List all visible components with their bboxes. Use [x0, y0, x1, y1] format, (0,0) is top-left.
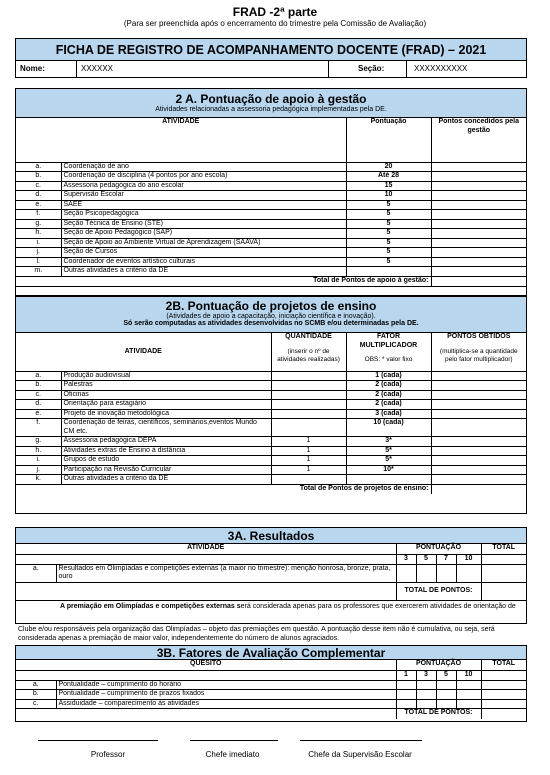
row-points: 5: [346, 219, 431, 229]
row-activity: Produção audiovisual: [61, 371, 271, 381]
row-activity: Coordenação de disciplina (4 pontos por ano escola): [61, 172, 346, 182]
score-cell[interactable]: [436, 690, 456, 700]
row-activity: Seção de Cursos: [61, 248, 346, 258]
col-obtained-header: PONTOS OBTIDOS: [447, 333, 511, 340]
total-2a-value[interactable]: [431, 276, 526, 286]
table-row: [16, 162, 526, 172]
table-row: [16, 680, 526, 690]
table-row: [16, 419, 526, 437]
row-factor: 5*: [346, 456, 431, 466]
row-letter: c.: [16, 699, 56, 709]
table-row: [16, 690, 526, 700]
row-points: 5: [346, 238, 431, 248]
score-cell[interactable]: [456, 680, 481, 690]
row-activity: Assessoria pedagógica DEPA: [61, 437, 271, 447]
row-activity: Outras atividades a critério da DE: [61, 267, 346, 277]
score-cell[interactable]: [396, 690, 416, 700]
total-cell[interactable]: [481, 699, 526, 709]
row-points: 5: [346, 248, 431, 258]
row-letter: e.: [16, 200, 61, 210]
table-row: [16, 699, 526, 709]
row-granted-input[interactable]: [431, 172, 526, 182]
row-granted-input[interactable]: [431, 257, 526, 267]
row-granted-input[interactable]: [431, 200, 526, 210]
row-activity: Outras atividades a critério da DE: [61, 475, 271, 485]
section-2b: [15, 296, 527, 514]
score-cell[interactable]: [456, 699, 481, 709]
col-total-header: TOTAL: [481, 544, 526, 554]
row-granted-input[interactable]: [431, 248, 526, 258]
section-2b-subtitle2: Só serão computadas as atividades desenvolvidas no SCMB e/ou determinadas pela DE.: [123, 320, 419, 327]
section-label: Seção:: [358, 64, 385, 73]
row-activity: Orientação para estagiário: [61, 400, 271, 410]
row-points: 5: [346, 200, 431, 210]
row-letter: a.: [16, 680, 56, 690]
row-letter: j.: [16, 248, 61, 258]
row-letter: g.: [16, 219, 61, 229]
scale-3: 3: [396, 554, 416, 564]
row-letter: i.: [16, 238, 61, 248]
row-letter: d.: [16, 400, 61, 410]
row-qty[interactable]: 1: [271, 456, 346, 466]
signature-professor-label: Professor: [90, 750, 126, 759]
table-row: [16, 219, 526, 229]
signature-line-chief[interactable]: [190, 740, 278, 741]
score-cell[interactable]: [396, 564, 416, 582]
section-2b-subtitle1: (Atividades de apoio a capacitação, iniciação científica e inovação).: [166, 313, 376, 320]
row-granted-input[interactable]: [431, 229, 526, 239]
name-value[interactable]: XXXXXX: [81, 64, 114, 73]
row-obtained-input[interactable]: [431, 419, 526, 437]
row-obtained-input[interactable]: [431, 437, 526, 447]
row-activity: SAEE: [61, 200, 346, 210]
row-factor: 10 (cada): [346, 419, 431, 437]
section-2a: [15, 88, 527, 296]
col-qty-header: QUANTIDADE: [285, 333, 332, 340]
row-qty[interactable]: [271, 409, 346, 419]
row-points: 15: [346, 181, 431, 191]
row-letter: d.: [16, 191, 61, 201]
row-obtained-input[interactable]: [431, 371, 526, 381]
document-subtitle: (Para ser preenchida após o encerramento do trimestre pela Comissão de Avaliação): [123, 19, 427, 28]
scale-3: 3: [416, 670, 436, 680]
row-obtained-input[interactable]: [431, 400, 526, 410]
total-cell[interactable]: [481, 564, 526, 582]
table-row: [16, 465, 526, 475]
table-row: [16, 210, 526, 220]
row-granted-input[interactable]: [431, 219, 526, 229]
row-activity: Palestras: [61, 381, 271, 391]
form-header: [15, 38, 527, 78]
total-3a-value[interactable]: [481, 582, 526, 600]
row-letter: a.: [16, 371, 61, 381]
row-activity: Participação na Revisão Curricular: [61, 465, 271, 475]
row-letter: j.: [16, 465, 61, 475]
row-factor: 2 (cada): [346, 400, 431, 410]
row-qty[interactable]: 1: [271, 465, 346, 475]
score-cell[interactable]: [396, 680, 416, 690]
row-activity: Seção Psicopedagógica: [61, 210, 346, 220]
col-activity-header: ATIVIDADE: [16, 544, 396, 554]
row-points: Até 28: [346, 172, 431, 182]
scale-5: 5: [416, 554, 436, 564]
table-row: [16, 229, 526, 239]
row-letter: c.: [16, 181, 61, 191]
row-obtained-input[interactable]: [431, 456, 526, 466]
row-qty[interactable]: 1: [271, 437, 346, 447]
row-letter: h.: [16, 229, 61, 239]
row-letter: g.: [16, 437, 61, 447]
score-cell[interactable]: [436, 680, 456, 690]
row-activity: Coordenador de eventos artístico culturais: [61, 257, 346, 267]
table-3b: [16, 660, 526, 719]
row-letter: m.: [16, 267, 61, 277]
note-3a-2: Clube e/ou responsáveis pela organização das Olimpíadas – objeto das premiações em questão. A pontuação desse item não é cumulativa, ou seja, será considerada apenas a premiação de maior valor, independentemente do número de alunos agraciados.: [18, 626, 495, 642]
row-letter: b.: [16, 172, 61, 182]
row-factor: 3 (cada): [346, 409, 431, 419]
score-cell[interactable]: [416, 690, 436, 700]
section-2b-title: 2B. Pontuação de projetos de ensino: [165, 299, 377, 313]
row-activity: Oficinas: [61, 390, 271, 400]
signature-line-professor[interactable]: [38, 740, 158, 741]
row-activity: Assessoria pedagógica do ano escolar: [61, 181, 346, 191]
row-obtained-input[interactable]: [431, 465, 526, 475]
col-factor-header: FATOR MULTIPLICADOR: [359, 333, 418, 349]
row-factor: 2 (cada): [346, 390, 431, 400]
row-granted-input[interactable]: [431, 210, 526, 220]
table-row: [16, 390, 526, 400]
row-qty[interactable]: [271, 419, 346, 437]
score-cell[interactable]: [456, 564, 481, 582]
section-3a-title: 3A. Resultados: [16, 528, 526, 544]
row-qty[interactable]: [271, 390, 346, 400]
row-points: 5: [346, 210, 431, 220]
row-letter: c.: [16, 390, 61, 400]
scale-5: 5: [436, 670, 456, 680]
row-text: Assiduidade – comparecimento às atividades: [56, 699, 396, 709]
row-letter: k.: [16, 475, 61, 485]
col-factor-note: OBS: * valor fixo: [364, 356, 413, 363]
row-obtained-input[interactable]: [431, 475, 526, 485]
section-2a-subtitle: Atividades relacionadas a assessoria pedagógica implementadas pela DE.: [155, 106, 387, 113]
row-activity: Supervisão Escolar: [61, 191, 346, 201]
score-cell[interactable]: [416, 699, 436, 709]
table-row: [16, 200, 526, 210]
score-cell[interactable]: [416, 680, 436, 690]
signature-supervision-label: Chefe da Supervisão Escolar: [308, 750, 412, 759]
col-activity-header: ATIVIDADE: [16, 118, 346, 162]
table-row: [16, 400, 526, 410]
document-title: FRAD -2ª parte: [232, 5, 318, 19]
row-letter: f.: [16, 210, 61, 220]
table-row: [16, 475, 526, 485]
col-obtained-note: (multiplica-se a quantidade pelo fator multiplicador): [439, 347, 518, 363]
score-cell[interactable]: [396, 699, 416, 709]
table-row: [16, 191, 526, 201]
row-letter: b.: [16, 690, 56, 700]
section-value[interactable]: XXXXXXXXXX: [414, 64, 468, 73]
scale-7: 7: [436, 554, 456, 564]
row-factor: 1 (cada): [346, 371, 431, 381]
table-row: [16, 446, 526, 456]
scale-1: 1: [396, 670, 416, 680]
table-row: [16, 181, 526, 191]
table-row: [16, 248, 526, 258]
section-2a-title: 2 A. Pontuação de apoio à gestão: [175, 92, 367, 106]
note-3a-rest: erá considerada apenas para os professores que exercerem atividades de orientação de: [240, 603, 516, 610]
row-points: 5: [346, 229, 431, 239]
section-3a: [15, 527, 527, 624]
col-total-header: TOTAL: [481, 660, 526, 670]
row-activity: Coordenação de ano: [61, 162, 346, 172]
row-obtained-input[interactable]: [431, 390, 526, 400]
row-activity: Coordenação de feiras, científicos, seminários,eventos Mundo CM etc.: [61, 419, 271, 437]
table-row: [16, 257, 526, 267]
table-row: [16, 409, 526, 419]
row-activity: Projeto de inovação metodológica: [61, 409, 271, 419]
col-granted-header: Pontos concedidos pela gestão: [431, 118, 526, 162]
row-obtained-input[interactable]: [431, 446, 526, 456]
table-2a: [16, 118, 526, 287]
row-letter: a.: [16, 162, 61, 172]
row-activity: Seção Técnica de Ensino (STE): [61, 219, 346, 229]
table-row: [16, 172, 526, 182]
row-granted-input[interactable]: [431, 267, 526, 277]
row-factor: 2 (cada): [346, 381, 431, 391]
table-row: [16, 381, 526, 391]
row-points: [346, 267, 431, 277]
table-row: [16, 371, 526, 381]
score-cell[interactable]: [436, 564, 456, 582]
row-qty[interactable]: [271, 371, 346, 381]
signature-line-supervision[interactable]: [300, 740, 422, 741]
col-activity-header: ATIVIDADE: [16, 333, 271, 371]
row-text: Resultados em Olimpíadas e competições externas (a maior no trimestre): menção honrosa, bronze, prata, ouro: [56, 564, 396, 582]
col-item-header: QUESITO: [16, 660, 396, 670]
score-cell[interactable]: [416, 564, 436, 582]
section-3b-title: 3B. Fatores de Avaliação Complementar: [16, 646, 526, 660]
row-granted-input[interactable]: [431, 238, 526, 248]
row-qty[interactable]: [271, 381, 346, 391]
row-granted-input[interactable]: [431, 162, 526, 172]
row-qty[interactable]: 1: [271, 446, 346, 456]
row-letter: l.: [16, 257, 61, 267]
row-factor: 10*: [346, 465, 431, 475]
row-letter: f.: [16, 419, 61, 437]
row-letter: h.: [16, 446, 61, 456]
table-2b: [16, 333, 526, 494]
note-3a: [16, 600, 526, 612]
row-points: 5: [346, 257, 431, 267]
form-title: FICHA DE REGISTRO DE ACOMPANHAMENTO DOCENTE (FRAD) – 2021: [16, 39, 526, 61]
row-letter: b.: [16, 381, 61, 391]
col-qty-note: (inserir o nº de atividades realizadas): [277, 347, 340, 363]
total-cell[interactable]: [481, 690, 526, 700]
row-letter: i.: [16, 456, 61, 466]
score-cell[interactable]: [456, 690, 481, 700]
table-row: [16, 238, 526, 248]
row-factor: 3*: [346, 437, 431, 447]
total-3b-label: TOTAL DE PONTOS:: [396, 709, 481, 719]
section-3b: [15, 645, 527, 722]
total-2b-label: Total de Pontos de projetos de ensino:: [16, 484, 431, 494]
row-points: 20: [346, 162, 431, 172]
total-2a-label: Total de Pontos de apoio à gestão:: [16, 276, 431, 286]
col-points-header: PONTUAÇÃO: [396, 544, 481, 554]
row-letter: a.: [16, 564, 56, 582]
row-activity: Seção de Apoio Pedagógico (SAP): [61, 229, 346, 239]
table-row: [16, 267, 526, 277]
row-obtained-input[interactable]: [431, 381, 526, 391]
col-points-header: Pontuação: [346, 118, 431, 162]
row-granted-input[interactable]: [431, 181, 526, 191]
col-points-header: PONTUAÇÃO: [396, 660, 481, 670]
total-cell[interactable]: [481, 680, 526, 690]
row-factor: [346, 475, 431, 485]
table-row: [16, 456, 526, 466]
row-factor: 5*: [346, 446, 431, 456]
name-label: Nome:: [20, 64, 45, 73]
scale-10: 10: [456, 670, 481, 680]
signature-chief-label: Chefe imediato: [205, 750, 260, 759]
total-3b-value[interactable]: [481, 709, 526, 719]
table-row: [16, 437, 526, 447]
row-text: Pontualidade – cumprimento de prazos fixados: [56, 690, 396, 700]
row-obtained-input[interactable]: [431, 409, 526, 419]
row-qty[interactable]: [271, 400, 346, 410]
score-cell[interactable]: [436, 699, 456, 709]
row-activity: Atividades extras de Ensino à distância: [61, 446, 271, 456]
row-letter: e.: [16, 409, 61, 419]
table-3a: [16, 544, 526, 600]
row-points: 10: [346, 191, 431, 201]
total-3a-label: TOTAL DE PONTOS:: [396, 582, 481, 600]
row-granted-input[interactable]: [431, 191, 526, 201]
total-2b-value[interactable]: [431, 484, 526, 494]
scale-10: 10: [456, 554, 481, 564]
row-text: Pontualidade – cumprimento do horário: [56, 680, 396, 690]
row-activity: Grupos de estudo: [61, 456, 271, 466]
row-activity: Seção de Apoio ao Ambiente Virtual de Aprendizagem (SAAVA): [61, 238, 346, 248]
row-qty[interactable]: [271, 475, 346, 485]
note-3a-bold: A premiação em Olimpíadas e competições externas s: [60, 603, 241, 610]
